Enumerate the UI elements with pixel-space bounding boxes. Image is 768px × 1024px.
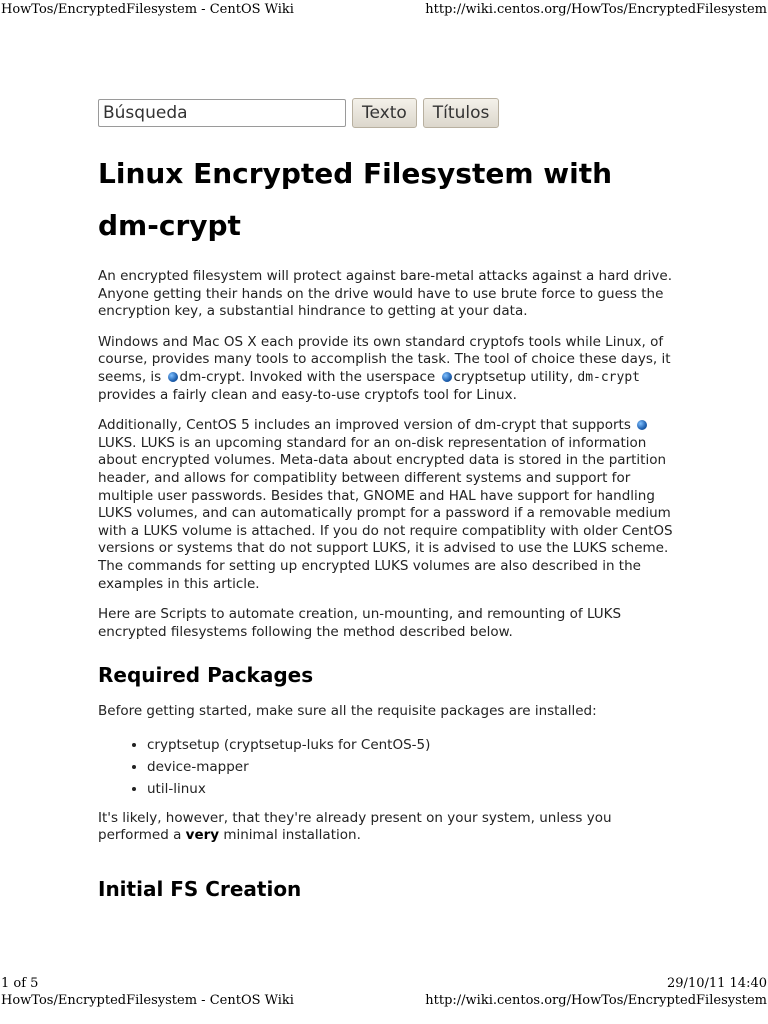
initial-fs-creation-heading: Initial FS Creation [98,877,302,902]
globe-icon [168,372,178,382]
list-item: • device-mapper [147,756,678,778]
search-input[interactable] [98,99,346,127]
footer-page-title: HowTos/EncryptedFilesystem - CentOS Wiki [1,993,294,1008]
globe-icon [442,372,452,382]
page-title: Linux Encrypted Filesystem with dm-crypt [98,157,613,242]
text-search-button[interactable]: Texto [352,98,417,128]
print-header [0,2,768,18]
search-bar [98,98,678,128]
packages-list [98,734,678,800]
print-datetime: 29/10/11 14:40 [667,976,767,991]
emphasis-very: very [185,827,220,844]
page-number: 1 of 5 [1,976,39,991]
luks-paragraph: Additionally, CentOS 5 includes an improved version of dm-crypt that supports LUKS. LUKS is an upcoming standard for an on-disk representation of information about encrypted volumes. Meta-data about encrypted data is stored in the partition header, and allows for compatiblity between different systems and support for multiple user passwords. Besides that, GNOME and HAL have support for handling LUKS volumes, and can automatically prompt for a password if a removable medium with a LUKS volume is attached. If you do not require compatiblity with older CentOS versions or systems that do not support LUKS, it is advised to use the LUKS scheme. The commands for setting up encrypted LUKS volumes are also described in the examples in this article. [98,417,673,592]
scripts-paragraph: Here are Scripts to automate creation, un-mounting, and remounting of LUKS encrypted filesystems following the method described below. [98,606,622,640]
packages-intro: Before getting started, make sure all the requisite packages are installed: [98,703,597,720]
list-item: • cryptsetup (cryptsetup-luks for CentOS-5) [147,734,678,756]
header-page-title: HowTos/EncryptedFilesystem - CentOS Wiki [1,2,294,17]
luks-link[interactable]: LUKS [98,434,133,451]
packages-note: It's likely, however, that they're already present on your system, unless you performed a very minimal installation. [98,809,612,844]
header-url: http://wiki.centos.org/HowTos/EncryptedFilesystem [425,2,767,17]
intro-paragraph: An encrypted filesystem will protect against bare-metal attacks against a hard drive. Anyone getting their hands on the drive would have to use brute force to guess the encryption key, a substantial hindrance to getting at your data. [98,268,673,320]
list-item: • util-linux [147,778,678,800]
page-content [98,98,678,917]
titles-search-button[interactable]: Títulos [423,98,500,128]
footer-url: http://wiki.centos.org/HowTos/EncryptedFilesystem [425,993,767,1008]
print-footer [0,976,768,1016]
dm-crypt-code: dm-crypt [577,369,640,385]
tools-paragraph: Windows and Mac OS X each provide its own standard cryptofs tools while Linux, of course, provides many tools to accomplish the task. The tool of choice these days, it seems, is dm-crypt. Invoked with the userspace cryptsetup utility, dm-crypt provides a fairly clean and easy-to-use cryptofs tool for Linux. [98,333,671,403]
dm-crypt-link[interactable]: dm-crypt [179,368,241,385]
globe-icon [637,420,647,430]
required-packages-heading: Required Packages [98,663,314,688]
cryptsetup-link[interactable]: cryptsetup [453,368,527,385]
